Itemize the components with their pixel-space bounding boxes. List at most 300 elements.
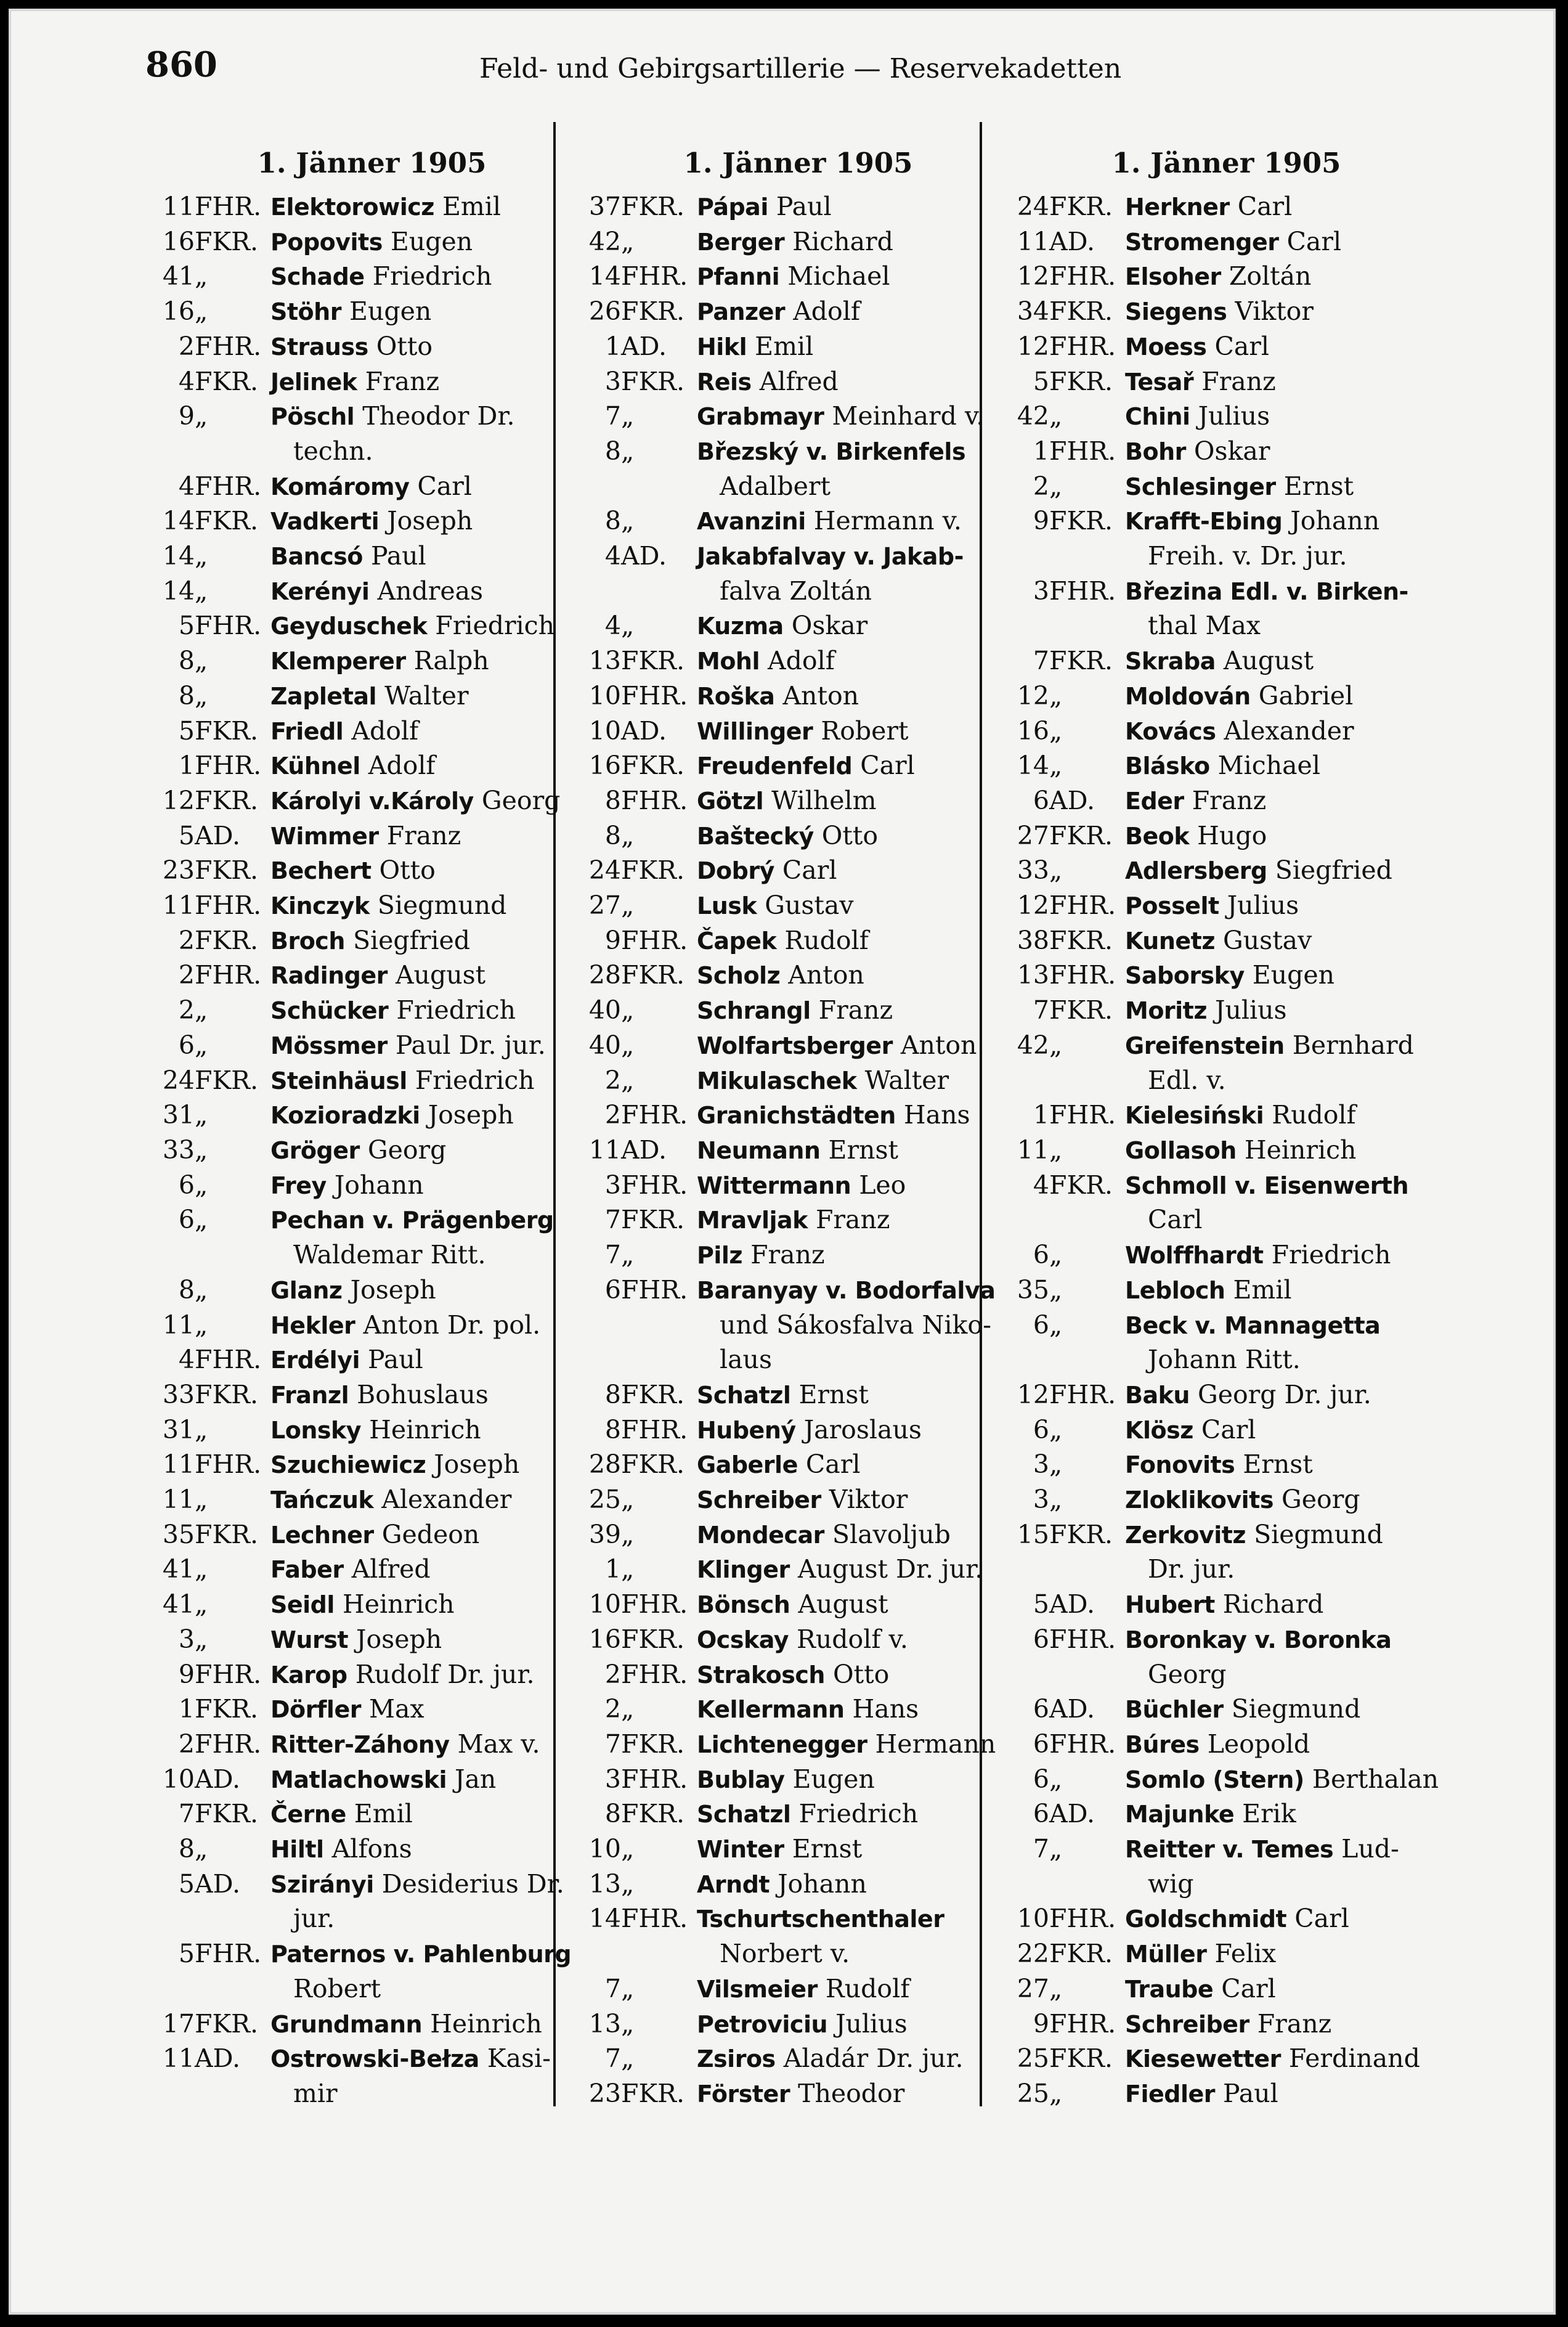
person-name (1125, 1936, 1276, 1972)
seniority-number: 11 (162, 1449, 195, 1480)
surname: Chini (1125, 403, 1190, 431)
given-name: Rudolf (1272, 1100, 1356, 1130)
surname: Avanzini (697, 508, 806, 536)
given-name: Eugen (390, 226, 473, 256)
person-name (270, 294, 431, 330)
surname: Baranyay v. Bodorfalva (697, 1276, 996, 1304)
regiment-type: „ (621, 820, 635, 850)
regiment-type: FHR. (621, 1274, 688, 1305)
person-name (697, 1727, 996, 1763)
seniority-number: 8 (178, 1274, 195, 1305)
surname: Adlersberg (1125, 857, 1267, 885)
seniority-number: 10 (162, 1764, 195, 1794)
surname: Grabmayr (697, 403, 824, 431)
surname: Moritz (1125, 997, 1207, 1025)
person-name (270, 1412, 481, 1448)
surname: Černe (270, 1801, 346, 1828)
seniority-number: 10 (588, 680, 621, 711)
surname: Beck v. Mannagetta (1125, 1311, 1381, 1339)
continuation-text: Adalbert (720, 471, 831, 501)
person-name (270, 2007, 542, 2042)
person-name (1125, 2007, 1331, 2042)
regiment-type: „ (195, 296, 208, 327)
list-item (572, 1552, 1025, 1587)
surname: Bancsó (270, 543, 363, 571)
given-name: Carl (860, 751, 915, 781)
seniority-number: 5 (178, 1869, 195, 1899)
given-name: Zoltán (1229, 261, 1312, 291)
regiment-type: „ (621, 1065, 635, 1095)
seniority-number: 1 (178, 1694, 195, 1724)
list-item (145, 189, 598, 224)
person-name (270, 189, 501, 225)
surname: Arndt (697, 1870, 770, 1898)
given-name: Paul (1223, 2078, 1278, 2108)
regiment-type: FHR. (1049, 331, 1116, 361)
surname: Majunke (1125, 1801, 1235, 1828)
regiment-type: „ (195, 1589, 208, 1620)
seniority-number: 4 (604, 611, 621, 641)
list-item (1000, 1028, 1453, 1063)
list-item (572, 1587, 1025, 1622)
regiment-type: FHR. (621, 1170, 688, 1200)
person-name (270, 679, 469, 714)
seniority-number: 41 (162, 261, 195, 291)
surname: Roška (697, 682, 775, 710)
person-name (697, 1657, 889, 1693)
given-name: Anton (788, 960, 864, 990)
regiment-type: FHR. (621, 1414, 688, 1445)
list-item (1000, 783, 1453, 818)
regiment-type: AD. (621, 541, 667, 571)
person-name (697, 714, 908, 749)
surname: Szirányi (270, 1870, 374, 1898)
seniority-number: 10 (1017, 1904, 1049, 1934)
person-name (697, 2041, 963, 2077)
seniority-number: 7 (1033, 995, 1049, 1025)
regiment-type: FHR. (621, 1904, 688, 1934)
person-name (1125, 1377, 1371, 1413)
entry-continuation (572, 1308, 1025, 1343)
seniority-number: 2 (178, 960, 195, 990)
list-item (145, 469, 598, 504)
given-name: Oskar (1193, 436, 1270, 466)
list-item (572, 608, 1025, 643)
person-name (697, 888, 853, 924)
given-name: Georg (1282, 1485, 1360, 1515)
person-name (697, 1168, 906, 1204)
person-name (270, 469, 472, 505)
list-item (1000, 923, 1453, 958)
seniority-number: 23 (162, 855, 195, 886)
list-item (572, 294, 1025, 329)
list-item (1000, 1273, 1453, 1308)
person-name (270, 503, 473, 539)
list-item (145, 714, 598, 749)
given-name: Hermann v. (813, 506, 962, 536)
person-name (697, 539, 964, 574)
person-name (697, 1377, 869, 1413)
person-name (270, 1202, 554, 1238)
surname: Bohr (1125, 438, 1186, 465)
surname: Stöhr (270, 298, 341, 326)
person-name (1125, 503, 1379, 539)
given-name: August (1223, 646, 1314, 676)
regiment-type: FKR. (1049, 1170, 1113, 1200)
list-item (572, 1202, 1025, 1237)
surname: Schrangl (697, 997, 811, 1025)
regiment-type: FKR. (1049, 506, 1113, 536)
seniority-number: 28 (588, 960, 621, 990)
seniority-number: 8 (604, 785, 621, 815)
given-name: Eugen (792, 1764, 875, 1794)
regiment-type: FHR. (1049, 1624, 1116, 1654)
given-name: Emil (354, 1799, 413, 1829)
regiment-type: „ (1049, 751, 1063, 781)
list-item (572, 958, 1025, 993)
surname: Schade (270, 263, 365, 291)
given-name: Gedeon (381, 1519, 480, 1549)
regiment-type: FKR. (1049, 925, 1113, 955)
surname: Mössmer (270, 1032, 388, 1059)
list-item (572, 259, 1025, 294)
seniority-number: 7 (604, 1205, 621, 1235)
regiment-type: „ (195, 1274, 208, 1305)
person-name (697, 1202, 890, 1238)
continuation-text: Norbert v. (720, 1939, 850, 1969)
person-name (697, 2007, 908, 2042)
person-name (697, 1098, 970, 1133)
regiment-type: „ (195, 1554, 208, 1584)
seniority-number: 10 (588, 715, 621, 746)
seniority-number: 33 (162, 1135, 195, 1165)
given-name: Julius (1198, 401, 1270, 431)
person-name (697, 608, 867, 644)
list-item (1000, 1587, 1453, 1622)
seniority-number: 9 (1033, 2008, 1049, 2039)
person-name (270, 1133, 446, 1168)
list-item (1000, 574, 1453, 609)
given-name: Michael (787, 261, 890, 291)
surname: Greifenstein (1125, 1032, 1285, 1059)
person-name (1125, 364, 1276, 400)
regiment-type: „ (621, 890, 635, 921)
person-name (270, 1832, 412, 1867)
surname: Wolfartsberger (697, 1032, 893, 1059)
given-name: Felix (1214, 1939, 1277, 1969)
regiment-type: FHR. (195, 331, 262, 361)
given-name: Heinrich (369, 1414, 481, 1445)
list-item (145, 1587, 598, 1622)
surname: Granichstädten (697, 1102, 896, 1130)
person-name (1125, 1098, 1356, 1133)
surname: Scholz (697, 962, 781, 990)
person-name (1125, 1587, 1323, 1623)
surname: Petroviciu (697, 2010, 828, 2038)
list-item (1000, 294, 1453, 329)
given-name: Richard (792, 226, 893, 256)
given-name: Walter (864, 1065, 949, 1095)
person-name (270, 714, 418, 749)
list-item (1000, 993, 1453, 1028)
person-name (697, 364, 839, 400)
seniority-number: 9 (178, 401, 195, 431)
surname: Pfanni (697, 263, 780, 291)
person-name (1125, 1796, 1296, 1832)
list-item (572, 1273, 1025, 1308)
person-name (697, 1063, 949, 1099)
given-name: Gustav (765, 890, 854, 921)
given-name: Hans (903, 1100, 970, 1130)
person-name (1125, 748, 1320, 784)
continuation-text: thal Max (1148, 611, 1261, 641)
surname: Kiesewetter (1125, 2045, 1281, 2073)
seniority-number: 6 (1033, 1764, 1049, 1794)
regiment-type: „ (195, 1485, 208, 1515)
person-name (697, 993, 893, 1029)
person-name (270, 853, 436, 889)
given-name: Robert (821, 715, 909, 746)
regiment-type: FHR. (195, 890, 262, 921)
given-name: Johann (1290, 506, 1380, 536)
given-name: Hans (852, 1694, 919, 1724)
regiment-type: „ (195, 1624, 208, 1654)
person-name (1125, 714, 1354, 749)
given-name: Ralph (413, 646, 489, 676)
seniority-number: 8 (178, 1834, 195, 1864)
list-item (1000, 679, 1453, 714)
person-name (270, 364, 439, 400)
regiment-type: FHR. (621, 1589, 688, 1620)
seniority-number: 7 (604, 2044, 621, 2074)
seniority-number: 24 (588, 855, 621, 886)
given-name: Ernst (828, 1135, 898, 1165)
given-name: Michael (1217, 751, 1320, 781)
seniority-number: 33 (1017, 855, 1049, 886)
list-item (145, 608, 598, 643)
person-name (1125, 294, 1314, 330)
surname: Glanz (270, 1276, 343, 1304)
regiment-type: „ (621, 226, 635, 256)
surname: Eder (1125, 787, 1184, 815)
continuation-text: Waldemar Ritt. (293, 1240, 486, 1270)
given-name: Aladár Dr. jur. (783, 2044, 964, 2074)
person-name (697, 434, 965, 470)
person-name (1125, 1133, 1356, 1168)
person-name (697, 1796, 918, 1832)
list-item (1000, 2076, 1453, 2111)
seniority-number: 16 (1017, 715, 1049, 746)
seniority-number: 1 (1033, 1100, 1049, 1130)
regiment-type: FHR. (1049, 261, 1116, 291)
given-name: Georg (481, 785, 561, 815)
seniority-number: 3 (178, 1624, 195, 1654)
seniority-number: 3 (604, 1170, 621, 1200)
given-name: Hugo (1197, 820, 1267, 850)
surname: Kovács (1125, 717, 1216, 745)
regiment-type: „ (621, 1485, 635, 1515)
given-name: Paul (370, 541, 426, 571)
list-item (572, 2007, 1025, 2042)
surname: Pilz (697, 1242, 743, 1269)
given-name: Friedrich (1271, 1240, 1391, 1270)
continuation-text: falva Zoltán (720, 576, 872, 606)
entry-continuation (1000, 1867, 1453, 1902)
regiment-type: FKR. (621, 1799, 684, 1829)
regiment-type: AD. (621, 1135, 667, 1165)
list-item (1000, 329, 1453, 364)
entry-continuation (145, 2076, 598, 2111)
list-item (572, 503, 1025, 539)
seniority-number: 8 (178, 646, 195, 676)
seniority-number: 16 (162, 296, 195, 327)
page-header (11, 44, 1553, 94)
list-item (145, 539, 598, 574)
list-item (1000, 853, 1453, 888)
surname: Dobrý (697, 857, 774, 885)
list-item (1000, 503, 1453, 539)
seniority-number: 25 (588, 1485, 621, 1515)
seniority-number: 16 (588, 751, 621, 781)
list-item (572, 783, 1025, 818)
list-item (145, 1447, 598, 1482)
given-name: Joseph (434, 1449, 520, 1480)
given-name: Franz (1201, 366, 1276, 396)
seniority-number: 35 (1017, 1274, 1049, 1305)
regiment-type: FKR. (195, 925, 258, 955)
list-item (1000, 1727, 1453, 1762)
list-item (145, 1063, 598, 1098)
seniority-number: 6 (1033, 1414, 1049, 1445)
regiment-type: AD. (1049, 1694, 1095, 1724)
regiment-type: FKR. (1049, 646, 1113, 676)
seniority-number: 41 (162, 1589, 195, 1620)
person-name (697, 224, 893, 260)
seniority-number: 5 (178, 1939, 195, 1969)
surname: Wittermann (697, 1172, 851, 1199)
list-item (145, 958, 598, 993)
regiment-type: „ (195, 1414, 208, 1445)
regiment-type: „ (1049, 1135, 1063, 1165)
regiment-type: FKR. (621, 192, 684, 221)
surname: Elektorowicz (270, 194, 434, 221)
surname: Kerényi (270, 577, 370, 605)
list-item (145, 1552, 598, 1587)
surname: Ocskay (697, 1626, 789, 1653)
seniority-number: 7 (604, 1729, 621, 1759)
surname: Elsoher (1125, 263, 1221, 291)
seniority-number: 25 (1017, 2044, 1049, 2074)
seniority-number: 1 (178, 751, 195, 781)
list-item (145, 1622, 598, 1657)
list-item (572, 1412, 1025, 1448)
person-name (1125, 643, 1314, 679)
surname: Lichtenegger (697, 1730, 867, 1758)
list-item (1000, 399, 1453, 434)
list-item (1000, 1447, 1453, 1482)
regiment-type: „ (195, 261, 208, 291)
regiment-type: FHR. (621, 1764, 688, 1794)
list-item (572, 1098, 1025, 1133)
given-name: Franz (386, 820, 461, 850)
regiment-type: FKR. (621, 296, 684, 327)
regiment-type: „ (195, 576, 208, 606)
surname: Čapek (697, 927, 777, 955)
seniority-number: 11 (162, 1310, 195, 1340)
seniority-number: 5 (178, 820, 195, 850)
given-name: Carl (1201, 1414, 1256, 1445)
surname: Dörfler (270, 1696, 361, 1724)
regiment-type: FHR. (195, 1729, 262, 1759)
person-name (270, 783, 560, 819)
seniority-number: 39 (588, 1519, 621, 1549)
person-name (697, 1587, 888, 1623)
given-name: August (395, 960, 486, 990)
person-name (270, 399, 515, 434)
regiment-type: FHR. (1049, 1379, 1116, 1409)
seniority-number: 13 (588, 2008, 621, 2039)
given-name: Rudolf (784, 925, 869, 955)
regiment-type: „ (1049, 855, 1063, 886)
person-name (697, 1622, 908, 1658)
regiment-type: „ (621, 1519, 635, 1549)
running-title: Feld- und Gebirgsartillerie — Reservekadetten (479, 53, 1122, 84)
person-name (270, 643, 489, 679)
surname: Hiltl (270, 1836, 324, 1864)
list-item (572, 1377, 1025, 1412)
person-name (697, 923, 869, 959)
surname: Frey (270, 1172, 327, 1199)
surname: Fonovits (1125, 1451, 1235, 1479)
regiment-type: FKR. (1049, 366, 1113, 396)
given-name: Julius (1215, 995, 1287, 1025)
given-name: Jan (455, 1764, 497, 1794)
seniority-number: 7 (178, 1799, 195, 1829)
seniority-number: 35 (162, 1519, 195, 1549)
person-name (697, 1832, 862, 1867)
seniority-number: 31 (162, 1414, 195, 1445)
surname: Pechan v. Prägenberg (270, 1207, 554, 1234)
person-name (697, 818, 878, 854)
regiment-type: FHR. (195, 471, 262, 501)
surname: Winter (697, 1836, 784, 1864)
regiment-type: FHR. (621, 785, 688, 815)
seniority-number: 27 (1017, 1973, 1049, 2003)
person-name (1125, 783, 1266, 819)
given-name: Kasi- (487, 2044, 551, 2074)
seniority-number: 8 (604, 820, 621, 850)
entry-continuation (1000, 1063, 1453, 1098)
given-name: Ferdinand (1288, 2044, 1420, 2074)
person-name (697, 399, 984, 434)
regiment-type: FHR. (195, 1345, 262, 1375)
given-name: Siegfried (352, 925, 471, 955)
regiment-type: „ (195, 1100, 208, 1130)
seniority-number: 8 (604, 1379, 621, 1409)
surname: Bechert (270, 857, 372, 885)
continuation-text: wig (1148, 1869, 1194, 1899)
given-name: Emil (755, 331, 814, 361)
person-name (270, 259, 492, 295)
given-name: Siegmund (1254, 1519, 1383, 1549)
given-name: Friedrich (435, 611, 555, 641)
surname: Hekler (270, 1311, 355, 1339)
list-item (1000, 1901, 1453, 1936)
person-name (1125, 259, 1311, 295)
surname: Götzl (697, 787, 764, 815)
seniority-number: 1 (604, 1554, 621, 1584)
regiment-type: „ (621, 611, 635, 641)
